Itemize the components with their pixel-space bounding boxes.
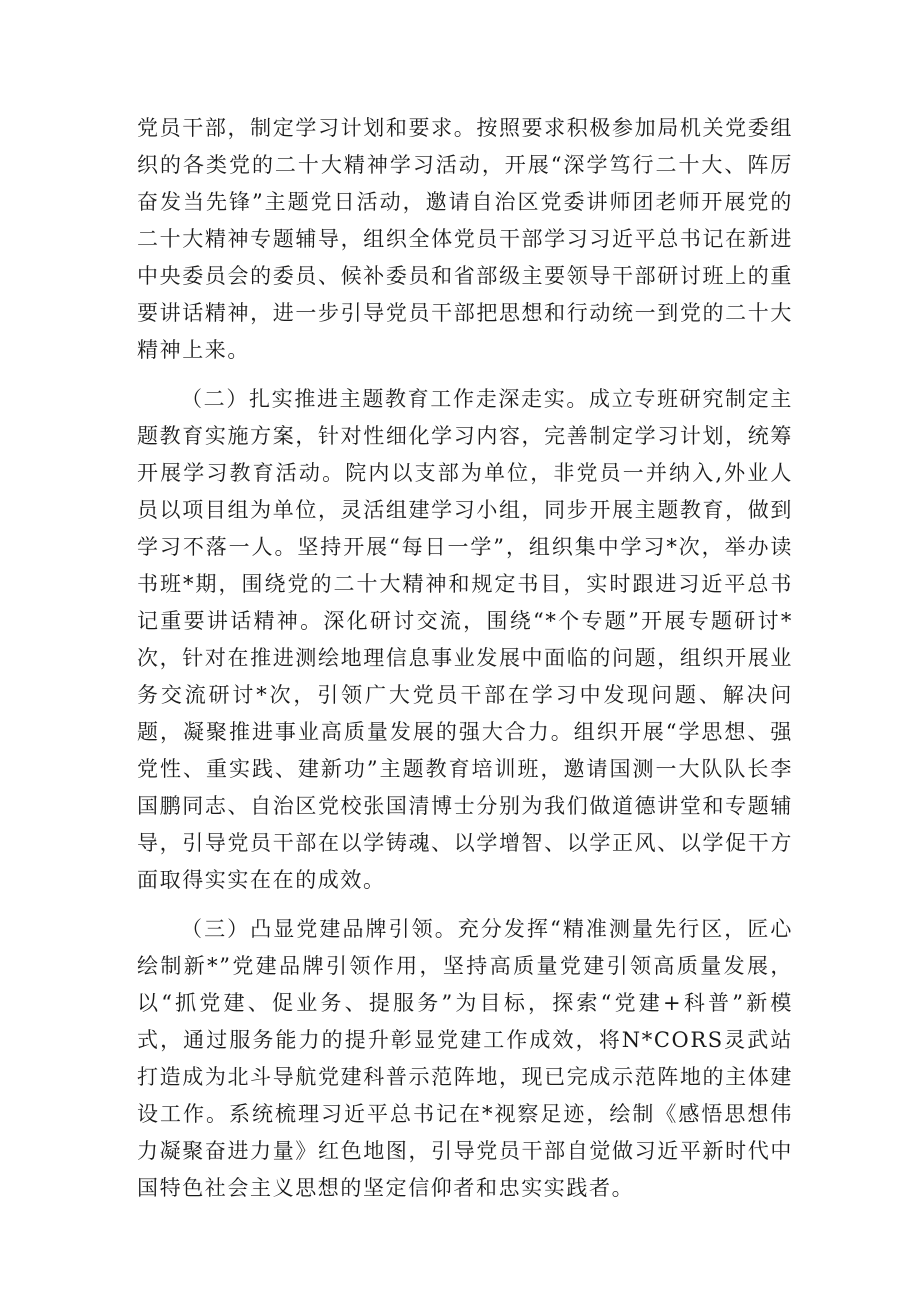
paragraph-1 bbox=[137, 110, 793, 369]
paragraph-1-text: 党员干部，制定学习计划和要求。按照要求积极参加局机关党委组织的各类党的二十大精神学习活动，开展“深学笃行二十大、阵厉奋发当先锋”主题党日活动，邀请自治区党委讲师团老师开展党的二十大精神专题辅导，组织全体党员干部学习习近平总书记在新进中央委员会的委员、候补委员和省部级主要领导干部研讨班上的重要讲话精神，进一步引导党员干部把思想和行动统一到党的二十大精神上来。 bbox=[137, 116, 793, 362]
paragraph-2 bbox=[137, 381, 793, 899]
paragraph-3-text: 充分发挥“精准测量先行区，匠心绘制新*”党建品牌引领作用，坚持高质量党建引领高质量发展，以“抓党建、促业务、提服务”为目标，探索“党建+科普”新模式，通过服务能力的提升彰显党建工作成效，将N*CORS灵武站打造成为北斗导航党建科普示范阵地，现已完成示范阵地的主体建设工作。系统梳理习近平总书记在*视察足迹，绘制《感悟思想伟力凝聚奋进力量》红色地图，引导党员干部自觉做习近平新时代中国特色社会主义思想的坚定信仰者和忠实实践者。 bbox=[137, 917, 793, 1200]
paragraph-2-text: 成立专班研究制定主题教育实施方案，针对性细化学习内容，完善制定学习计划，统筹开展学习教育活动。院内以支部为单位，非党员一并纳入,外业人员以项目组为单位，灵活组建学习小组，同步开展主题教育，做到学习不落一人。坚持开展“每日一学”，组织集中学习*次，举办读书班*期，围绕党的二十大精神和规定书目，实时跟进习近平总书记重要讲话精神。深化研讨交流，围绕“*个专题”开展专题研讨*次，针对在推进测绘地理信息事业发展中面临的问题，组织开展业务交流研讨*次，引领广大党员干部在学习中发现问题、解决问题，凝聚推进事业高质量发展的强大合力。组织开展“学思想、强党性、重实践、建新功”主题教育培训班，邀请国测一大队队长李国鹏同志、自治区党校张国清博士分别为我们做道德讲堂和专题辅导，引导党员干部在以学铸魂、以学增智、以学正风、以学促干方面取得实实在在的成效。 bbox=[137, 387, 793, 892]
paragraph-3 bbox=[137, 911, 793, 1207]
paragraph-gap bbox=[137, 369, 793, 381]
document-body bbox=[137, 110, 793, 1207]
paragraph-gap bbox=[137, 899, 793, 911]
section-heading-2: （二）扎实推进主题教育工作走深走实。 bbox=[181, 387, 590, 411]
section-heading-3: （三）凸显党建品牌引领。 bbox=[181, 917, 458, 941]
